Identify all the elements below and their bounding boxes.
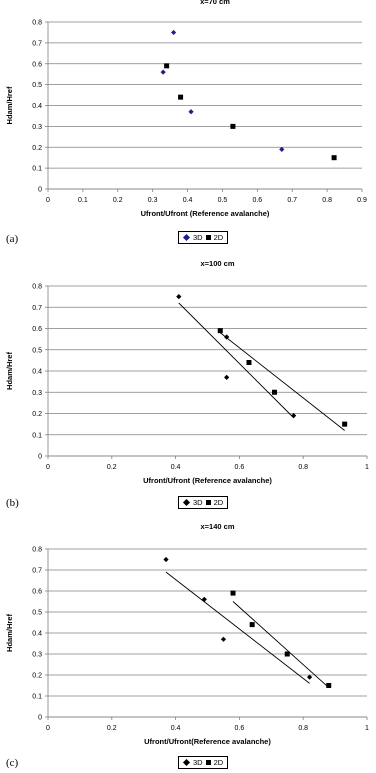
y-tick-label: 0.4 <box>32 103 42 110</box>
chart-0 <box>5 0 367 218</box>
y-tick-label: 0.7 <box>32 304 42 312</box>
legend-3d-marker <box>183 499 190 506</box>
x-tick-label: 0.7 <box>287 197 298 204</box>
x-tick-label: 0.8 <box>322 197 332 204</box>
x-tick-label: 0.3 <box>147 197 158 204</box>
chart-1 <box>5 259 369 485</box>
y-tick-label: 0.1 <box>32 165 42 173</box>
point-3d <box>224 375 229 380</box>
x-tick-label: 0.4 <box>170 725 181 732</box>
point-3d <box>171 30 176 35</box>
point-2d <box>285 652 290 657</box>
y-tick-label: 0.6 <box>32 61 42 69</box>
y-tick-label: 0.1 <box>32 693 42 701</box>
legend-c <box>178 756 228 769</box>
y-tick-label: 0.6 <box>32 326 42 333</box>
x-tick-label: 0.8 <box>298 464 309 471</box>
y-axis-label: Hdam/Href <box>5 352 14 390</box>
point-2d <box>231 591 236 596</box>
y-tick-label: 0.4 <box>32 368 42 376</box>
legend-3d-label: 3D <box>193 758 203 767</box>
point-3d <box>163 557 168 562</box>
y-tick-label: 0.5 <box>32 347 42 355</box>
x-tick-label: 0.9 <box>357 197 367 204</box>
y-tick-label: 0 <box>38 714 42 722</box>
point-3d <box>176 294 181 299</box>
chart-title: x=70 cm <box>200 0 230 6</box>
point-2d <box>164 63 169 68</box>
point-3d <box>161 70 166 75</box>
point-2d <box>342 422 347 427</box>
legend-b <box>178 496 228 509</box>
point-2d <box>178 95 183 100</box>
panel-label-c: (c) <box>6 757 19 769</box>
point-3d <box>202 597 207 602</box>
legend-3d-marker <box>183 759 190 766</box>
y-tick-label: 0.1 <box>32 432 42 440</box>
point-2d <box>246 360 251 365</box>
y-axis-label: Hdam/Href <box>5 614 14 652</box>
legend-2d-label: 2D <box>213 758 224 767</box>
y-tick-label: 0.2 <box>32 144 42 152</box>
x-tick-label: 0.4 <box>182 197 193 204</box>
y-tick-label: 0.5 <box>32 609 42 617</box>
y-tick-label: 0.3 <box>32 123 42 131</box>
x-axis-label: Ufront/Ufront(Reference avalanche) <box>144 737 271 746</box>
x-tick-label: 1 <box>365 464 369 471</box>
x-tick-label: 0.5 <box>217 197 228 204</box>
point-3d <box>188 109 193 114</box>
trendline-3d <box>166 572 310 683</box>
y-tick-label: 0.6 <box>32 588 42 596</box>
point-2d <box>230 124 235 129</box>
legend-3d-marker <box>183 234 190 241</box>
legend-3d-label: 3D <box>193 498 203 507</box>
y-tick-label: 0.5 <box>32 82 42 90</box>
legend-2d-label: 2D <box>213 233 224 242</box>
chart-2 <box>5 522 369 746</box>
x-tick-label: 1 <box>365 725 369 732</box>
y-tick-label: 0.3 <box>32 389 42 397</box>
point-2d <box>332 155 337 160</box>
x-axis-label: Ufront/Ufront (Reference avalanche) <box>140 209 270 218</box>
x-tick-label: 0.6 <box>234 464 245 471</box>
x-tick-label: 0.1 <box>78 197 88 204</box>
y-tick-label: 0.8 <box>32 19 42 27</box>
x-tick-label: 0.4 <box>170 464 181 471</box>
y-tick-label: 0.4 <box>32 630 42 638</box>
y-tick-label: 0.7 <box>32 567 42 575</box>
y-axis-label: Hdam/Href <box>5 86 14 125</box>
y-tick-label: 0.8 <box>32 283 42 291</box>
legend-2d-marker <box>206 235 211 240</box>
y-tick-label: 0.3 <box>32 651 42 659</box>
x-tick-label: 0 <box>46 725 50 732</box>
y-tick-label: 0.2 <box>32 672 42 680</box>
y-tick-label: 0.7 <box>32 40 42 48</box>
x-tick-label: 0 <box>46 197 50 204</box>
x-tick-label: 0 <box>46 464 50 471</box>
panel-label-b: (b) <box>6 497 19 509</box>
chart-title: x=100 cm <box>200 259 235 268</box>
x-tick-label: 0.6 <box>252 197 263 204</box>
legend-2d-marker <box>206 760 211 765</box>
point-2d <box>272 390 277 395</box>
x-tick-label: 0.2 <box>112 197 123 204</box>
x-tick-label: 0.6 <box>234 725 245 732</box>
trendline-2d <box>220 333 344 431</box>
point-2d <box>218 328 223 333</box>
x-axis-label: Ufront/Ufront (Reference avalanche) <box>143 476 272 485</box>
legend-a <box>178 231 228 244</box>
point-3d <box>221 637 226 642</box>
panel-label-a: (a) <box>6 233 19 245</box>
y-tick-label: 0.2 <box>32 411 42 418</box>
y-tick-label: 0 <box>38 453 42 461</box>
x-tick-label: 0.8 <box>298 725 309 732</box>
point-2d <box>250 622 255 627</box>
trendline-3d <box>179 303 294 418</box>
point-2d <box>326 683 331 688</box>
y-tick-label: 0.8 <box>32 546 42 554</box>
legend-3d-label: 3D <box>193 233 203 242</box>
x-tick-label: 0.2 <box>106 464 117 471</box>
legend-2d-marker <box>206 500 211 505</box>
chart-title: x=140 cm <box>200 522 235 531</box>
legend-2d-label: 2D <box>213 498 224 507</box>
y-tick-label: 0 <box>38 186 42 194</box>
x-tick-label: 0.2 <box>106 725 117 732</box>
